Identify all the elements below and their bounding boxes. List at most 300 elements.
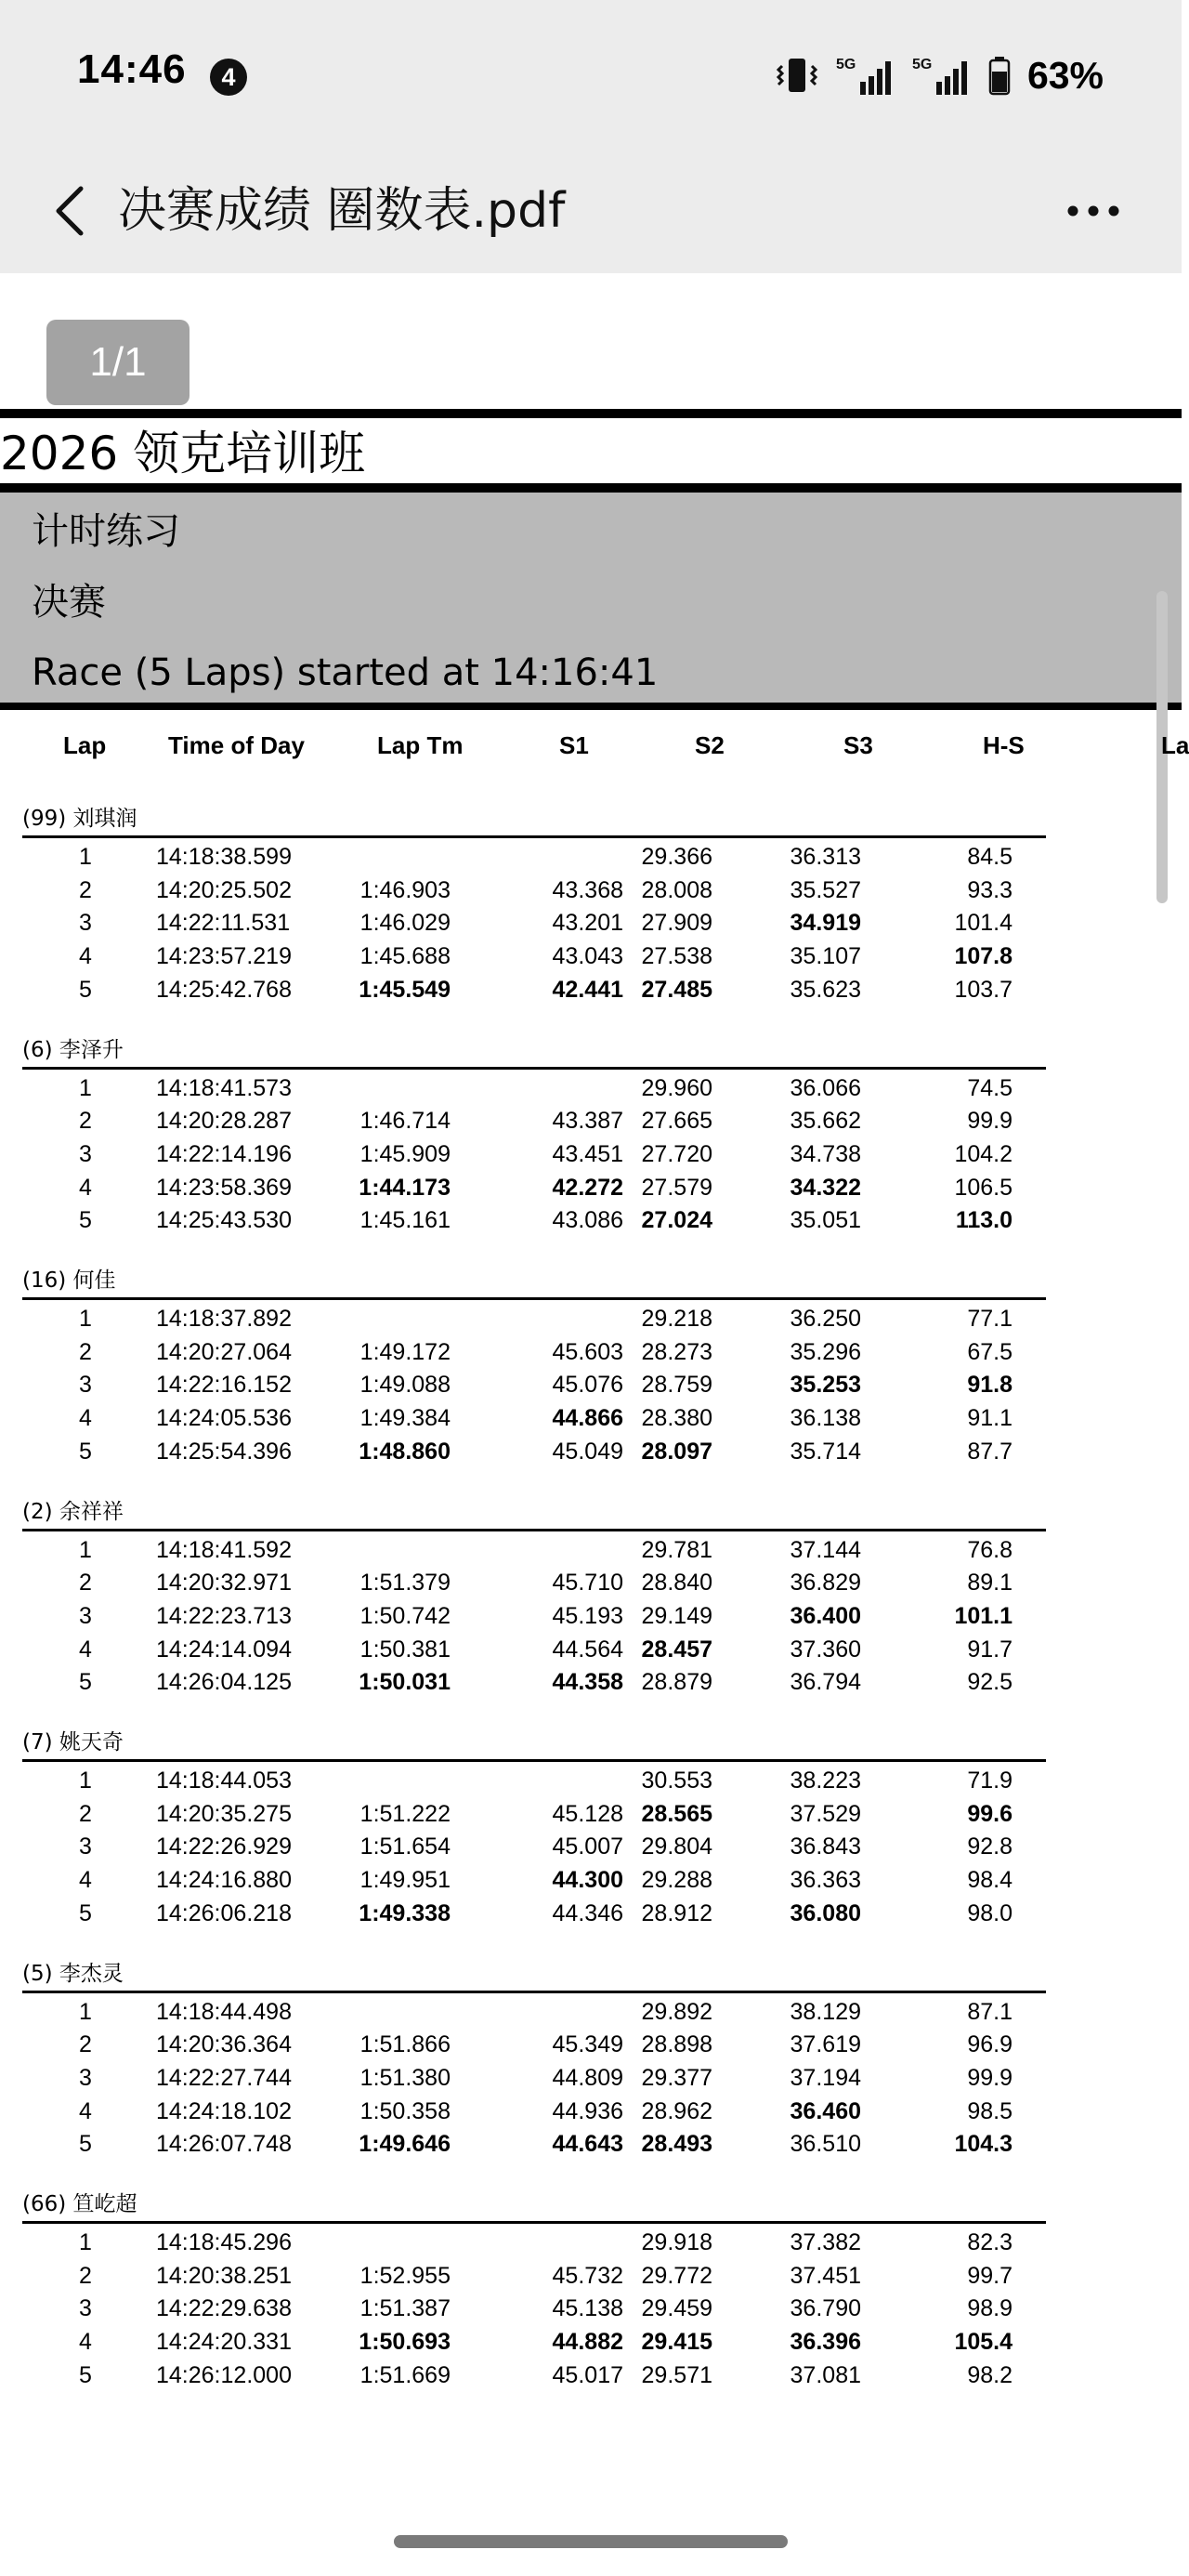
sector-2-cell: 27.665: [641, 1108, 712, 1135]
sector-2-cell: 29.892: [641, 1998, 712, 2025]
col-header-s2: S2: [695, 731, 725, 759]
col-header-lap: Lap: [63, 731, 107, 759]
time-of-day-cell: 14:20:27.064: [156, 1338, 292, 1365]
sector-1-cell: 43.043: [552, 943, 623, 970]
signal-icon-2: [912, 54, 972, 97]
lap-number-cell: 5: [79, 2131, 92, 2158]
time-of-day-cell: 14:18:41.592: [156, 1536, 292, 1563]
sector-3-cell: 35.662: [790, 1108, 861, 1135]
sector-1-cell: 45.710: [552, 1570, 623, 1597]
high-speed-cell: 98.0: [967, 1899, 1013, 1926]
time-of-day-cell: 14:26:06.218: [156, 1899, 292, 1926]
high-speed-cell: 77.1: [967, 1306, 1013, 1332]
chevron-left-icon: [51, 183, 88, 239]
high-speed-cell: 67.5: [967, 1338, 1013, 1365]
driver-rule: [22, 835, 1046, 838]
lap-row: [0, 1566, 1182, 1599]
sector-2-cell: 28.493: [641, 2131, 712, 2158]
lap-number-cell: 3: [79, 2064, 92, 2091]
high-speed-cell: 105.4: [954, 2329, 1013, 2356]
time-of-day-cell: 14:24:14.094: [156, 1636, 292, 1663]
lap-number-cell: 3: [79, 910, 92, 937]
lap-row: [0, 1797, 1182, 1831]
sector-2-cell: 28.898: [641, 2031, 712, 2058]
sector-3-cell: 37.529: [790, 1800, 861, 1827]
document-title: 决赛成绩 圈数表.pdf: [118, 183, 566, 239]
driver-block: [0, 1728, 1182, 1961]
sector-3-cell: 37.451: [790, 2262, 861, 2289]
lap-time-cell: 1:45.909: [359, 1140, 451, 1167]
high-speed-cell: 96.9: [967, 2031, 1013, 2058]
sector-3-cell: 37.360: [790, 1636, 861, 1663]
high-speed-cell: 87.1: [967, 1998, 1013, 2025]
lap-time-cell: 1:48.860: [359, 1438, 451, 1465]
time-of-day-cell: 14:22:11.531: [156, 910, 291, 937]
lap-row: [0, 840, 1182, 874]
high-speed-cell: 98.9: [967, 2295, 1013, 2322]
lap-number-cell: 4: [79, 2329, 92, 2356]
high-speed-cell: 98.5: [967, 2097, 1013, 2124]
high-speed-cell: 104.2: [954, 1140, 1013, 1167]
lap-number-cell: 4: [79, 2097, 92, 2124]
sector-3-cell: 36.363: [790, 1867, 861, 1894]
high-speed-cell: 74.5: [967, 1074, 1013, 1101]
battery-icon: [988, 55, 1011, 96]
high-speed-cell: 91.8: [967, 1372, 1013, 1399]
sector-3-cell: 36.794: [790, 1669, 861, 1696]
driver-block: [0, 1498, 1182, 1730]
high-speed-cell: 93.3: [967, 876, 1013, 903]
lap-time-cell: 1:50.031: [359, 1669, 451, 1696]
lap-number-cell: 4: [79, 943, 92, 970]
status-icons: [775, 52, 1104, 99]
col-header-hs: H-S: [983, 731, 1025, 759]
time-of-day-cell: 14:24:18.102: [156, 2097, 292, 2124]
driver-block: [0, 805, 1182, 1037]
lap-time-cell: 1:51.222: [359, 1800, 451, 1827]
time-of-day-cell: 14:22:16.152: [156, 1372, 292, 1399]
lap-number-cell: 2: [79, 876, 92, 903]
time-of-day-cell: 14:18:41.573: [156, 1074, 292, 1101]
lap-number-cell: 3: [79, 2295, 92, 2322]
sector-1-cell: 45.128: [552, 1800, 623, 1827]
sector-3-cell: 37.619: [790, 2031, 861, 2058]
col-header-lap-time: Lap Tm: [377, 731, 464, 759]
time-of-day-cell: 14:24:05.536: [156, 1405, 292, 1432]
lap-number-cell: 5: [79, 976, 92, 1003]
high-speed-cell: 107.8: [954, 943, 1013, 970]
lap-time-cell: 1:51.866: [359, 2031, 451, 2058]
high-speed-cell: 99.9: [967, 2064, 1013, 2091]
sector-2-cell: 28.273: [641, 1338, 712, 1365]
lap-time-cell: 1:51.379: [359, 1570, 451, 1597]
lap-number-cell: 2: [79, 2031, 92, 2058]
high-speed-cell: 113.0: [955, 1207, 1013, 1234]
lap-time-cell: 1:50.742: [359, 1602, 451, 1629]
col-header-time-of-day: Time of Day: [168, 731, 305, 759]
sector-3-cell: 36.066: [790, 1074, 861, 1101]
session-line-practice: 计时练习: [32, 510, 180, 553]
high-speed-cell: 104.3: [954, 2131, 1013, 2158]
sector-1-cell: 44.882: [552, 2329, 623, 2356]
driver-label: (7) 姚天奇: [22, 1730, 124, 1755]
sector-2-cell: 29.218: [641, 1306, 712, 1332]
sector-3-cell: 35.107: [790, 943, 861, 970]
sector-2-cell: 28.962: [641, 2097, 712, 2124]
lap-row: [0, 1830, 1182, 1863]
lap-time-cell: 1:50.381: [359, 1636, 451, 1663]
lap-row: [0, 1995, 1182, 2029]
lap-row: [0, 1401, 1182, 1435]
high-speed-cell: 91.7: [967, 1636, 1013, 1663]
high-speed-cell: 92.5: [967, 1669, 1013, 1696]
lap-number-cell: 5: [79, 1669, 92, 1696]
time-of-day-cell: 14:18:38.599: [156, 844, 292, 870]
lap-row: [0, 2028, 1182, 2061]
high-speed-cell: 91.1: [967, 1405, 1013, 1432]
lap-row: [0, 2127, 1182, 2161]
lap-row: [0, 1071, 1182, 1105]
race-start-line: Race (5 Laps) started at 14:16:41: [32, 651, 659, 694]
time-of-day-cell: 14:24:16.880: [156, 1867, 292, 1894]
high-speed-cell: 99.9: [967, 1108, 1013, 1135]
session-panel: [0, 493, 1182, 704]
driver-block: [0, 1960, 1182, 2192]
driver-label: (16) 何佳: [22, 1268, 116, 1293]
sector-2-cell: 27.579: [641, 1174, 712, 1201]
high-speed-cell: 92.8: [967, 1833, 1013, 1860]
lap-row: [0, 1104, 1182, 1137]
lap-row: [0, 1171, 1182, 1204]
high-speed-cell: 101.1: [954, 1602, 1013, 1629]
notification-count-badge: 4: [210, 59, 247, 96]
sector-3-cell: 34.322: [790, 1174, 861, 1201]
sector-3-cell: 36.510: [790, 2131, 861, 2158]
high-speed-cell: 84.5: [967, 844, 1013, 870]
sector-1-cell: 45.017: [552, 2361, 623, 2388]
time-of-day-cell: 14:22:27.744: [156, 2064, 292, 2091]
high-speed-cell: 71.9: [967, 1768, 1013, 1794]
sector-3-cell: 35.296: [790, 1338, 861, 1365]
high-speed-cell: 87.7: [967, 1438, 1013, 1465]
lap-time-cell: 1:46.029: [359, 910, 451, 937]
driver-rule: [22, 1067, 1046, 1070]
lap-number-cell: 2: [79, 1800, 92, 1827]
col-header-s3: S3: [843, 731, 873, 759]
sector-3-cell: 36.829: [790, 1570, 861, 1597]
sector-1-cell: 45.049: [552, 1438, 623, 1465]
lap-number-cell: 5: [79, 2361, 92, 2388]
sector-2-cell: 27.909: [641, 910, 712, 937]
page-indicator: 1/1: [46, 320, 189, 405]
time-of-day-cell: 14:26:04.125: [156, 1669, 292, 1696]
sector-1-cell: 43.451: [552, 1140, 623, 1167]
sector-3-cell: 37.194: [790, 2064, 861, 2091]
sector-3-cell: 36.138: [790, 1405, 861, 1432]
sector-2-cell: 29.804: [641, 1833, 712, 1860]
sector-2-cell: 28.840: [641, 1570, 712, 1597]
driver-label: (6) 李泽升: [22, 1037, 124, 1062]
sector-3-cell: 36.790: [790, 2295, 861, 2322]
battery-percent: 63%: [1026, 53, 1104, 97]
lap-row: [0, 1302, 1182, 1335]
high-speed-cell: 98.2: [967, 2361, 1013, 2388]
sector-3-cell: 38.129: [790, 1998, 861, 2025]
time-of-day-cell: 14:24:20.331: [156, 2329, 292, 2356]
sector-2-cell: 28.565: [641, 1800, 712, 1827]
lap-time-cell: 1:45.688: [359, 943, 451, 970]
lap-time-cell: 1:51.387: [359, 2295, 451, 2322]
lap-number-cell: 4: [79, 1174, 92, 1201]
col-header-s1: S1: [559, 731, 589, 759]
sector-1-cell: 45.076: [552, 1372, 623, 1399]
network-label-2: 5G: [911, 57, 933, 72]
sector-1-cell: 43.387: [552, 1108, 623, 1135]
sector-1-cell: 44.346: [552, 1899, 623, 1926]
lap-row: [0, 1599, 1182, 1633]
lap-time-cell: 1:45.161: [359, 1207, 451, 1234]
lap-row: [0, 1435, 1182, 1468]
time-of-day-cell: 14:20:36.364: [156, 2031, 292, 2058]
sector-2-cell: 28.759: [641, 1372, 712, 1399]
high-speed-cell: 99.6: [967, 1800, 1013, 1827]
signal-icon-1: [836, 54, 895, 97]
lap-row: [0, 2292, 1182, 2325]
sector-1-cell: 45.138: [552, 2295, 623, 2322]
sector-3-cell: 36.080: [790, 1899, 861, 1926]
high-speed-cell: 82.3: [967, 2229, 1013, 2255]
lap-time-cell: 1:49.646: [359, 2131, 451, 2158]
sector-1-cell: 42.441: [552, 976, 623, 1003]
time-of-day-cell: 14:25:43.530: [156, 1207, 292, 1234]
sector-1-cell: 44.643: [552, 2131, 623, 2158]
sector-1-cell: 45.193: [552, 1602, 623, 1629]
title-rule: [0, 483, 1182, 493]
sector-3-cell: 34.738: [790, 1140, 861, 1167]
lap-number-cell: 2: [79, 1570, 92, 1597]
lap-row: [0, 2226, 1182, 2259]
lap-row: [0, 1137, 1182, 1171]
lap-row: [0, 1665, 1182, 1699]
lap-time-cell: 1:44.173: [359, 1174, 451, 1201]
lap-number-cell: 1: [79, 1074, 92, 1101]
lap-row: [0, 874, 1182, 907]
lap-row: [0, 973, 1182, 1006]
sector-1-cell: 43.086: [552, 1207, 623, 1234]
sector-2-cell: 27.024: [641, 1207, 712, 1234]
driver-block: [0, 1267, 1182, 1499]
lap-number-cell: 2: [79, 1108, 92, 1135]
lap-time-cell: 1:49.951: [359, 1867, 451, 1894]
lap-number-cell: 1: [79, 844, 92, 870]
home-indicator[interactable]: [394, 2535, 788, 2548]
sector-1-cell: 44.358: [552, 1669, 623, 1696]
sector-2-cell: 27.485: [641, 976, 712, 1003]
lap-number-cell: 5: [79, 1207, 92, 1234]
lap-number-cell: 1: [79, 1536, 92, 1563]
lap-row: [0, 1533, 1182, 1567]
sector-3-cell: 36.250: [790, 1306, 861, 1332]
status-time: 14:46: [77, 46, 187, 92]
sector-2-cell: 27.538: [641, 943, 712, 970]
lap-row: [0, 1633, 1182, 1666]
lap-time-cell: 1:49.384: [359, 1405, 451, 1432]
high-speed-cell: 99.7: [967, 2262, 1013, 2289]
time-of-day-cell: 14:22:26.929: [156, 1833, 292, 1860]
sector-3-cell: 38.223: [790, 1768, 861, 1794]
sector-3-cell: 35.051: [790, 1207, 861, 1234]
sector-3-cell: 37.144: [790, 1536, 861, 1563]
lap-time-cell: 1:49.172: [359, 1338, 451, 1365]
sector-2-cell: 29.377: [641, 2064, 712, 2091]
time-of-day-cell: 14:18:44.053: [156, 1768, 292, 1794]
sector-1-cell: 45.349: [552, 2031, 623, 2058]
lap-number-cell: 4: [79, 1867, 92, 1894]
driver-label: (66) 笪屹超: [22, 2192, 137, 2216]
lap-row: [0, 1863, 1182, 1897]
lap-number-cell: 3: [79, 1372, 92, 1399]
sector-1-cell: 45.603: [552, 1338, 623, 1365]
sector-3-cell: 36.400: [790, 1602, 861, 1629]
status-bar: [0, 0, 1182, 149]
sector-2-cell: 29.918: [641, 2229, 712, 2255]
driver-label: (2) 余祥祥: [22, 1499, 124, 1524]
lap-row: [0, 1764, 1182, 1797]
driver-rule: [22, 2221, 1046, 2224]
time-of-day-cell: 14:20:28.287: [156, 1108, 292, 1135]
lap-time-cell: 1:46.903: [359, 876, 451, 903]
time-of-day-cell: 14:18:44.498: [156, 1998, 292, 2025]
high-speed-cell: 103.7: [954, 976, 1013, 1003]
more-horizontal-icon: [1065, 204, 1121, 217]
lap-number-cell: 1: [79, 1768, 92, 1794]
driver-rule: [22, 1297, 1046, 1300]
sector-1-cell: 44.809: [552, 2064, 623, 2091]
sector-3-cell: 35.714: [790, 1438, 861, 1465]
sector-2-cell: 29.960: [641, 1074, 712, 1101]
lap-time-cell: 1:51.654: [359, 1833, 451, 1860]
sector-2-cell: 28.097: [641, 1438, 712, 1465]
sector-3-cell: 35.253: [790, 1372, 861, 1399]
lap-number-cell: 3: [79, 1602, 92, 1629]
high-speed-cell: 89.1: [967, 1570, 1013, 1597]
time-of-day-cell: 14:18:37.892: [156, 1306, 292, 1332]
driver-label: (5) 李杰灵: [22, 1961, 124, 1986]
sector-1-cell: 44.936: [552, 2097, 623, 2124]
lap-row: [0, 1368, 1182, 1401]
driver-rule: [22, 1529, 1046, 1531]
lap-time-cell: 1:51.380: [359, 2064, 451, 2091]
lap-number-cell: 4: [79, 1636, 92, 1663]
lap-time-cell: 1:49.338: [359, 1899, 451, 1926]
lap-number-cell: 2: [79, 1338, 92, 1365]
sector-2-cell: 29.288: [641, 1867, 712, 1894]
driver-rule: [22, 1991, 1046, 1993]
lap-time-cell: 1:50.358: [359, 2097, 451, 2124]
driver-label: (99) 刘琪润: [22, 807, 137, 831]
lap-time-cell: 1:45.549: [359, 976, 451, 1003]
back-button[interactable]: [37, 177, 102, 245]
lap-row: [0, 1335, 1182, 1369]
high-speed-cell: 98.4: [967, 1867, 1013, 1894]
lap-row: [0, 1203, 1182, 1237]
sector-1-cell: 44.300: [552, 1867, 623, 1894]
time-of-day-cell: 14:26:12.000: [156, 2361, 292, 2388]
lap-number-cell: 1: [79, 1998, 92, 2025]
high-speed-cell: 106.5: [954, 1174, 1013, 1201]
driver-block: [0, 2190, 1182, 2423]
sector-1-cell: 44.564: [552, 1636, 623, 1663]
sector-1-cell: 45.007: [552, 1833, 623, 1860]
lap-number-cell: 1: [79, 1306, 92, 1332]
more-options-button[interactable]: [1061, 178, 1126, 243]
sector-2-cell: 29.459: [641, 2295, 712, 2322]
lap-number-cell: 5: [79, 1899, 92, 1926]
lap-row: [0, 2359, 1182, 2392]
sector-3-cell: 36.313: [790, 844, 861, 870]
lap-time-cell: 1:52.955: [359, 2262, 451, 2289]
top-rule: [0, 409, 1182, 418]
lap-time-cell: 1:51.669: [359, 2361, 451, 2388]
sector-1-cell: 43.201: [552, 910, 623, 937]
lap-row: [0, 2325, 1182, 2359]
sector-2-cell: 28.879: [641, 1669, 712, 1696]
sector-1-cell: 42.272: [552, 1174, 623, 1201]
lap-row: [0, 906, 1182, 940]
time-of-day-cell: 14:22:29.638: [156, 2295, 292, 2322]
high-speed-cell: 76.8: [967, 1536, 1013, 1563]
sector-3-cell: 37.382: [790, 2229, 861, 2255]
lap-number-cell: 3: [79, 1833, 92, 1860]
sector-3-cell: 35.623: [790, 976, 861, 1003]
sector-2-cell: 27.720: [641, 1140, 712, 1167]
col-header-overflow: La: [1161, 731, 1189, 759]
lap-time-cell: 1:50.693: [359, 2329, 451, 2356]
time-of-day-cell: 14:22:23.713: [156, 1602, 292, 1629]
time-of-day-cell: 14:20:38.251: [156, 2262, 292, 2289]
sector-1-cell: 45.732: [552, 2262, 623, 2289]
sector-3-cell: 36.396: [790, 2329, 861, 2356]
sector-2-cell: 29.149: [641, 1602, 712, 1629]
sector-2-cell: 29.571: [641, 2361, 712, 2388]
time-of-day-cell: 14:20:32.971: [156, 1570, 292, 1597]
driver-rule: [22, 1759, 1046, 1762]
app-toolbar: [0, 149, 1182, 273]
sector-3-cell: 36.843: [790, 1833, 861, 1860]
sector-3-cell: 35.527: [790, 876, 861, 903]
sector-1-cell: 43.368: [552, 876, 623, 903]
sector-2-cell: 28.912: [641, 1899, 712, 1926]
network-label-1: 5G: [835, 57, 856, 72]
sector-3-cell: 37.081: [790, 2361, 861, 2388]
session-line-final: 决赛: [32, 581, 106, 624]
sector-1-cell: 44.866: [552, 1405, 623, 1432]
time-of-day-cell: 14:25:42.768: [156, 976, 292, 1003]
time-of-day-cell: 14:25:54.396: [156, 1438, 292, 1465]
lap-row: [0, 1897, 1182, 1930]
sector-3-cell: 34.919: [790, 910, 861, 937]
lap-row: [0, 2095, 1182, 2128]
time-of-day-cell: 14:20:25.502: [156, 876, 292, 903]
sector-2-cell: 28.008: [641, 876, 712, 903]
sector-2-cell: 29.772: [641, 2262, 712, 2289]
high-speed-cell: 101.4: [954, 910, 1013, 937]
sector-2-cell: 29.781: [641, 1536, 712, 1563]
time-of-day-cell: 14:26:07.748: [156, 2131, 292, 2158]
lap-number-cell: 2: [79, 2262, 92, 2289]
event-title: 2026 领克培训班: [0, 427, 366, 480]
sector-2-cell: 29.366: [641, 844, 712, 870]
